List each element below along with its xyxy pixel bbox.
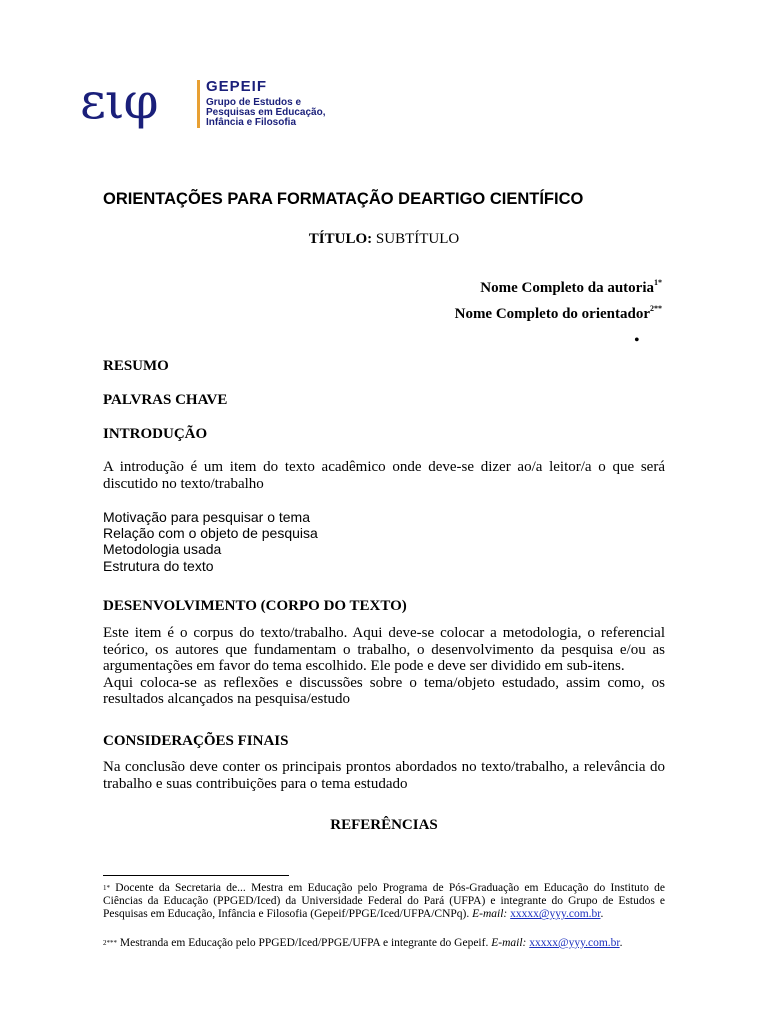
- gepeif-logo: [80, 72, 328, 132]
- author-name: [480, 280, 662, 297]
- footnote-mark: 1*: [103, 884, 110, 892]
- document-title: ORIENTAÇÕES PARA FORMATAÇÃO DEARTIGO CIENTÍFICO: [103, 190, 584, 208]
- logo-subtitle: [206, 98, 326, 128]
- footnote-1: $^{1*}$ Docente da Secretaria de... Mestra em Educação pelo Programa de Pós-Graduação em Educação do Instituto de Ciências da Educação (PPGED/Iced) da Universidade Federal do Pará (UFPA) e integrante do Grupo de Estudos e Pesquisas em Educação, Infância e Filosofia (Gepeif/PPGE/Iced/UFPA/CNPq). E-mail: xxxxx@yyy.com.br.: [103, 882, 665, 921]
- consideracoes-paragraph: Na conclusão deve conter os principais prontos abordados no texto/trabalho, a relevância do trabalho e suas contribuições para o tema estudado: [103, 759, 665, 792]
- footnote-text: Docente da Secretaria de... Mestra em Educação pelo Programa de Pós-Graduação em Educação do Instituto de Ciências da Educação (PPGED/Iced) da Universidade Federal do Pará (UFPA) e integrante do Grupo de Estudos e Pesquisas em Educação, Infância e Filosofia (Gepeif/PPGE/Iced/UFPA/CNPq).: [103, 882, 665, 921]
- heading-palavras-chave: PALVRAS CHAVE: [103, 392, 228, 408]
- email-link[interactable]: xxxxx@yyy.com.br: [529, 937, 620, 949]
- heading-introducao: INTRODUÇÃO: [103, 426, 208, 442]
- footnote-separator: [103, 875, 289, 876]
- logo-subtitle-line: Infância e Filosofia: [206, 117, 297, 128]
- advisor-name: [455, 306, 662, 323]
- logo-divider: [197, 80, 200, 128]
- list-item: Motivação para pesquisar o tema: [103, 509, 310, 525]
- logo-greek-glyphs: ειφ: [80, 72, 158, 130]
- author-footnote-mark: 1*: [654, 278, 662, 287]
- heading-desenvolvimento: DESENVOLVIMENTO (CORPO DO TEXTO): [103, 598, 407, 614]
- footnote-2: $^{2***}$ Mestranda em Educação pelo PPGED/Iced/PPGE/UFPA e integrante do Gepeif. E-mail: xxxxx@yyy.com.br.: [103, 937, 623, 949]
- footnote-end: .: [619, 937, 623, 949]
- heading-resumo: RESUMO: [103, 358, 169, 374]
- intro-list: [103, 509, 318, 574]
- advisor-footnote-mark: 2**: [650, 304, 662, 313]
- logo-subtitle-line: Pesquisas em Educação,: [206, 107, 326, 118]
- email-link[interactable]: xxxxx@yyy.com.br: [510, 908, 601, 921]
- desenvolvimento-text-2: Aqui coloca-se as reflexões e discussões sobre o tema/objeto estudado, assim como, os resultados alcançados na pesquisa/estudo: [103, 674, 665, 707]
- logo-name: GEPEIF: [206, 78, 268, 95]
- desenvolvimento-text-1: Este item é o corpus do texto/trabalho. Aqui deve-se colocar a metodologia, o referencial teórico, os autores que fundamentam o trabalho, o desenvolvimento da pesquisa e/ou as argumentações em favor do tema escolhido. Ele pode e deve ser dividido em sub-itens.: [103, 625, 665, 674]
- list-item: Metodologia usada: [103, 541, 222, 558]
- list-item: Relação com o objeto de pesquisa: [103, 525, 318, 542]
- title-subtitle-line: [0, 231, 768, 248]
- list-item: Estrutura do texto: [103, 557, 214, 574]
- footnote-mark: 2***: [103, 939, 117, 947]
- heading-consideracoes-finais: CONSIDERAÇÕES FINAIS: [103, 733, 289, 749]
- subtitle-text: SUBTÍTULO: [372, 231, 460, 247]
- desenvolvimento-paragraph: [103, 625, 665, 708]
- footnote-text: Mestranda em Educação pelo PPGED/Iced/PPGE/UFPA e integrante do Gepeif.: [117, 937, 492, 949]
- title-label: TÍTULO:: [308, 231, 373, 247]
- author-name-text: Nome Completo da autoria: [480, 280, 654, 296]
- advisor-name-text: Nome Completo do orientador: [454, 306, 650, 322]
- email-label: E-mail: [472, 908, 504, 921]
- footnote-end: .: [600, 908, 604, 921]
- email-label: E-mail: [491, 937, 523, 949]
- heading-referencias: REFERÊNCIAS: [330, 817, 438, 833]
- bullet-point: •: [634, 332, 640, 349]
- intro-paragraph: A introdução é um item do texto acadêmico onde deve-se dizer ao/a leitor/a o que será discutido no texto/trabalho: [103, 459, 665, 492]
- logo-subtitle-line: Grupo de Estudos e: [206, 97, 302, 108]
